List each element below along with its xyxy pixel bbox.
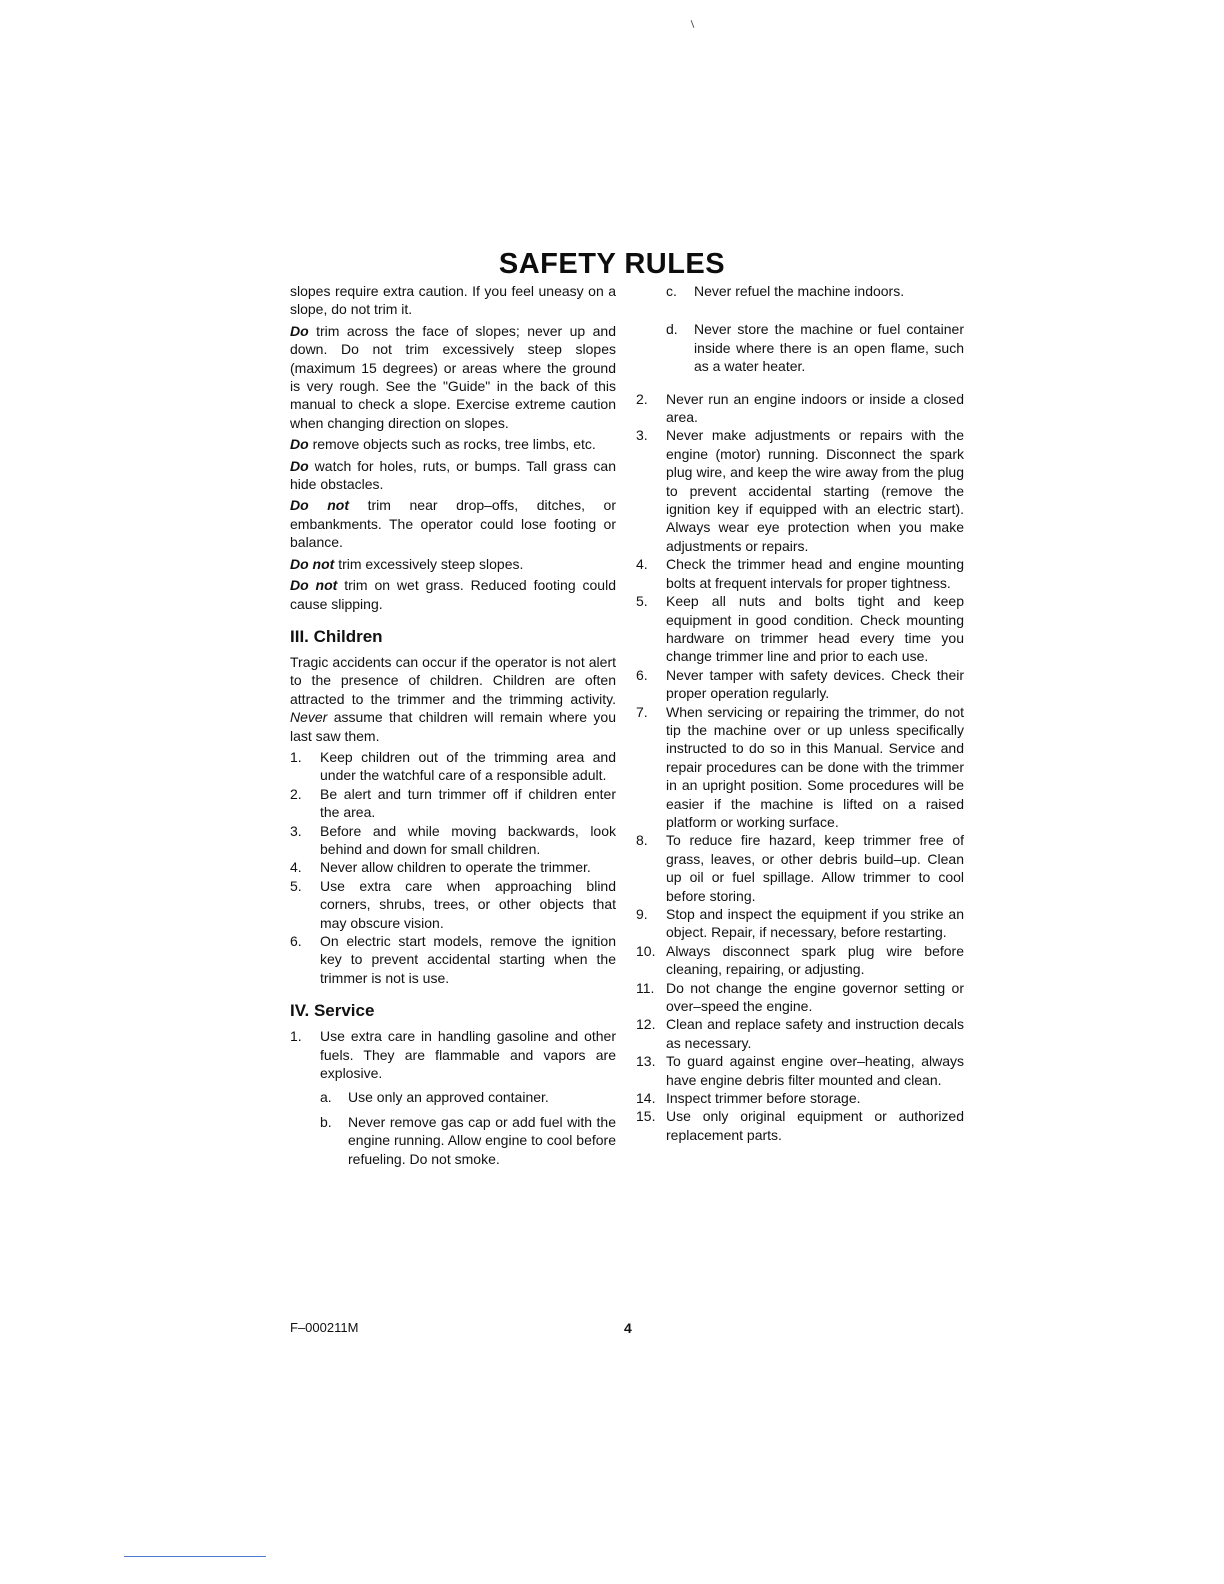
list-item: 6. Never tamper with safety devices. Check their proper operation regularly. [636, 666, 964, 702]
page-number: 4 [624, 1320, 632, 1336]
scan-mark [691, 20, 695, 28]
list-item: 6. On electric start models, remove the ignition key to prevent accidental starting when the trimmer is not is use. [290, 933, 616, 986]
list-item: 1. Keep children out of the trimming area and under the watchful care of a responsible adult. [290, 748, 616, 784]
list-item: 2. Never run an engine indoors or inside a closed area. [636, 390, 964, 426]
children-heading: III. Children [290, 626, 383, 646]
rule-paragraph: Do not trim excessively steep slopes. [290, 555, 524, 572]
left-column [290, 282, 616, 1168]
rule-paragraph: Do watch for holes, ruts, or bumps. Tall grass can hide obstacles. [290, 457, 616, 493]
sub-list-item: b. Never remove gas cap or add fuel with the engine running. Allow engine to cool before refueling. Do not smoke. [320, 1113, 616, 1167]
children-intro: Tragic accidents can occur if the operator is not alert to the presence of children. Children are often attracted to the trimmer and the trimming activity. Never assume that children will remain where you last saw them. [290, 653, 616, 744]
list-item: 14. Inspect trimmer before storage. [636, 1090, 861, 1107]
list-item: 1. Use extra care in handling gasoline and other fuels. They are flammable and vapors are explosive. [290, 1028, 616, 1082]
rule-paragraph: Do not trim on wet grass. Reduced footing could cause slipping. [290, 577, 616, 612]
list-item: 4. Never allow children to operate the trimmer. [290, 859, 591, 876]
list-item: 10. Always disconnect spark plug wire before cleaning, repairing, or adjusting. [636, 942, 964, 978]
service-heading: IV. Service [290, 1001, 375, 1021]
list-item: 5. Keep all nuts and bolts tight and keep equipment in good condition. Check mounting hardware on trimmer head every time you change trimmer line and prior to each use. [636, 593, 964, 665]
list-item: 11. Do not change the engine governor setting or over–speed the engine. [636, 979, 964, 1015]
list-item: 9. Stop and inspect the equipment if you strike an object. Repair, if necessary, before restarting. [636, 906, 964, 941]
list-item: 12. Clean and replace safety and instruction decals as necessary. [636, 1016, 964, 1051]
list-item: 8. To reduce fire hazard, keep trimmer free of grass, leaves, or other debris build–up. Clean up oil or fuel spillage. Allow trimmer to cool before storing. [636, 832, 964, 904]
list-item: 3. Before and while moving backwards, look behind and down for small children. [290, 822, 616, 857]
rule-paragraph: Do trim across the face of slopes; never up and down. Do not trim excessively steep slopes (maximum 15 degrees) or areas where the ground is very rough. See the "Guide" in the back of this manual to check a slope. Exercise extreme caution when changing direction on slopes. [290, 322, 616, 431]
rule-paragraph: Do not trim near drop–offs, ditches, or embankments. The operator could lose footing or balance. [290, 497, 616, 551]
divider [124, 1556, 266, 1557]
list-item: 5. Use extra care when approaching blind corners, shrubs, trees, or other objects that may obscure vision. [290, 877, 616, 931]
list-item: 2. Be alert and turn trimmer off if children enter the area. [290, 785, 616, 821]
sub-list-item: c. Never refuel the machine indoors. [666, 283, 905, 299]
list-item: 13. To guard against engine over–heating, always have engine debris filter mounted and clean. [636, 1053, 964, 1088]
slopes-paragraph: slopes require extra caution. If you feel uneasy on a slope, do not trim it. [290, 283, 616, 318]
sub-list-item: a. Use only an approved container. [320, 1089, 549, 1106]
right-column [636, 282, 964, 1144]
list-item: 3. Never make adjustments or repairs with the engine (motor) running. Disconnect the spark plug wire, and keep the wire away from the plug to prevent accidental starting (remove the ignition key if equipped with an electric start). Always wear eye protection when you make adjustments or repairs. [636, 427, 964, 554]
list-item: 4. Check the trimmer head and engine mounting bolts at frequent intervals for proper tightness. [636, 556, 964, 591]
document-code: F–000211M [290, 1320, 359, 1335]
page-title: SAFETY RULES [498, 248, 726, 280]
list-item: 15. Use only original equipment or authorized replacement parts. [636, 1108, 964, 1143]
sub-list-item: d. Never store the machine or fuel container inside where there is an open flame, such as a water heater. [666, 321, 964, 375]
list-item: 7. When servicing or repairing the trimmer, do not tip the machine over or up unless specifically instructed to do so in this Manual. Service and repair procedures can be done with the trimmer in an upright position. Some procedures will be easier if the machine is lifted on a raised platform or working surface. [636, 703, 964, 830]
rule-paragraph: Do remove objects such as rocks, tree limbs, etc. [290, 436, 596, 453]
